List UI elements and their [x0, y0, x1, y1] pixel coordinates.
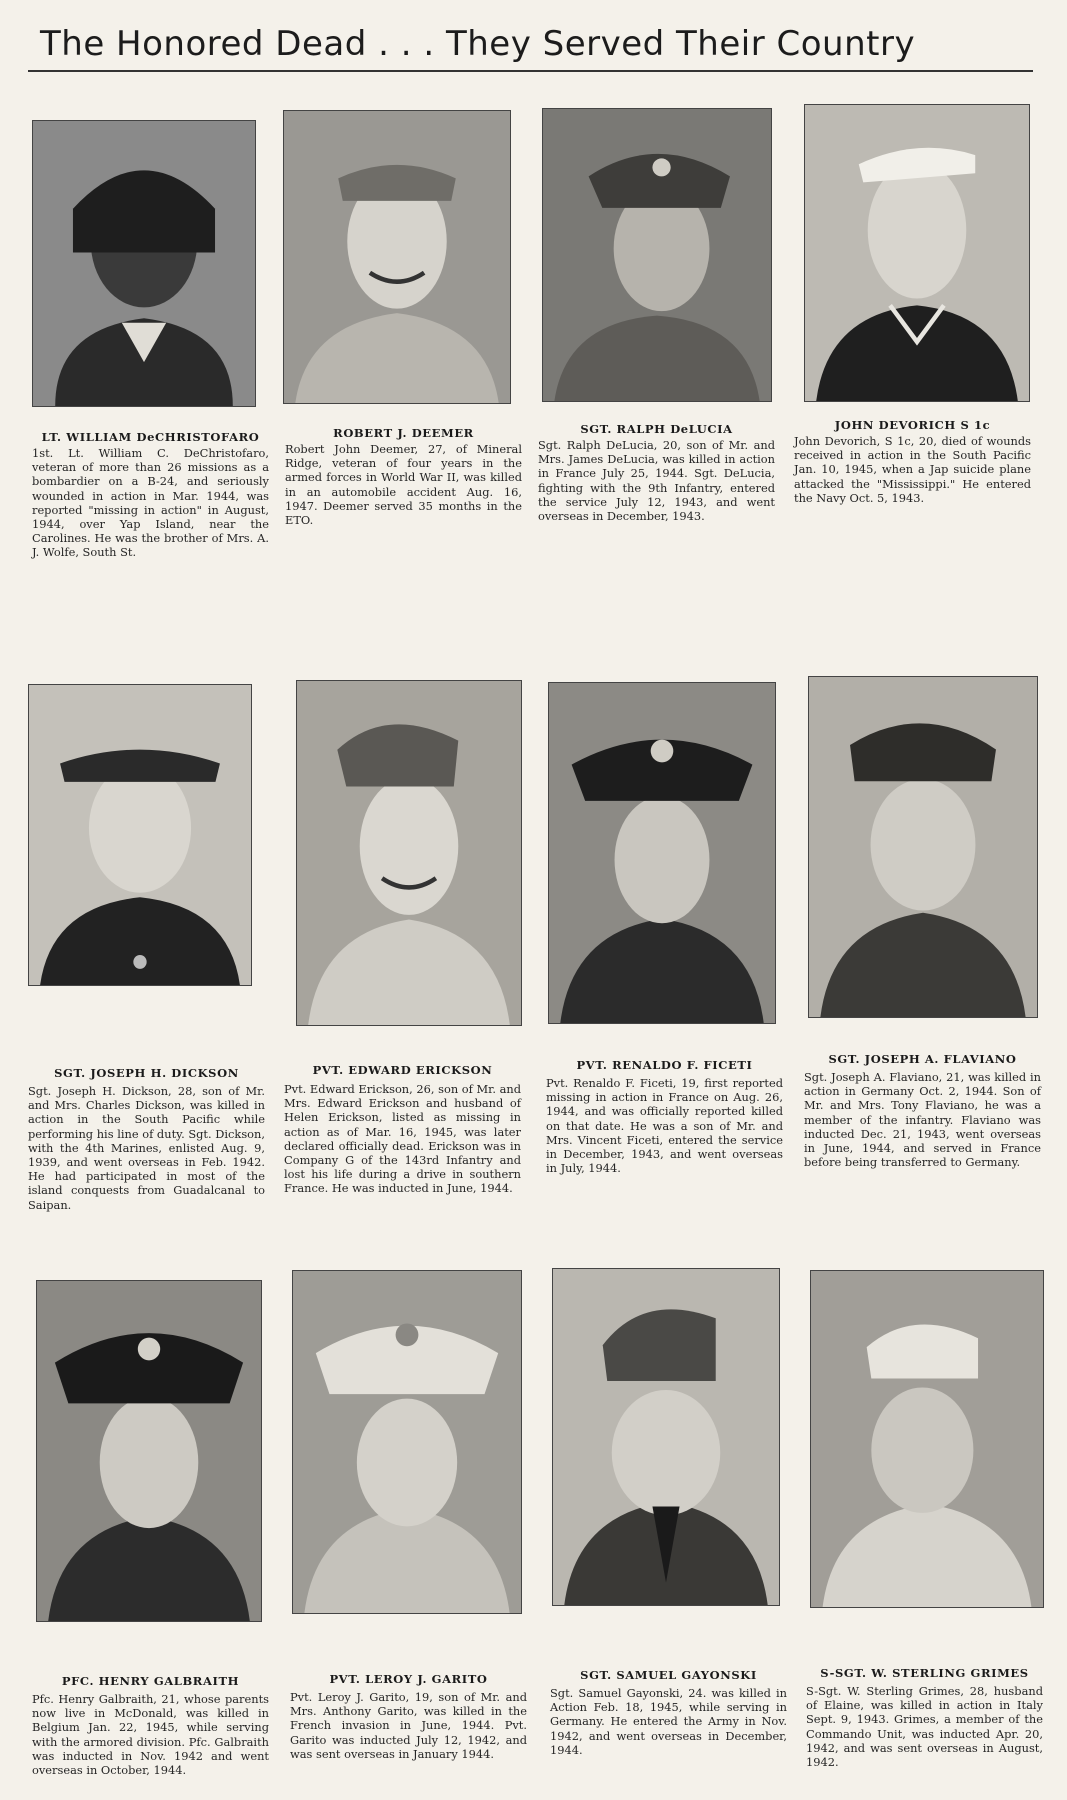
memorial-card — [546, 1270, 791, 1790]
soldier-name: PVT. EDWARD ERICKSON — [312, 1063, 493, 1077]
memorial-card — [286, 1270, 531, 1790]
portrait-photo — [810, 1270, 1044, 1608]
soldier-name: JOHN DEVORICH S 1c — [834, 418, 991, 432]
soldier-name: ROBERT J. DEEMER — [333, 426, 474, 440]
memorial-card — [281, 100, 526, 580]
soldier-bio: Robert John Deemer, 27, of Mineral Ridge, veteran of four years in the armed forces in World War II, was killed in an automobile accident Aug. 16, 1947. Deemer served 35 months in the ETO. — [285, 442, 522, 528]
portrait-photo — [28, 684, 252, 986]
portrait-photo — [804, 104, 1030, 402]
memorial-card — [24, 680, 269, 1240]
soldier-bio: Pvt. Leroy J. Garito, 19, son of Mr. and Mrs. Anthony Garito, was killed in the French invasion in June, 1944. Pvt. Garito was inducted July 12, 1942, and was sent overseas in January 1944. — [290, 1690, 527, 1761]
soldier-bio: Pvt. Edward Erickson, 26, son of Mr. and Mrs. Edward Erickson and husband of Helen Erickson, listed as missing in action as of Mar. 16, 1945, was later declared officially dead. Erickson was in Company G of the 143rd Infantry and lost his life during a drive in southern France. He was inducted in June, 1944. — [284, 1082, 521, 1196]
memorial-card — [28, 1270, 273, 1790]
soldier-bio: Pvt. Renaldo F. Ficeti, 19, first reported missing in action in France on Aug. 26, 1944, and was officially reported killed on that date. He was a son of Mr. and Mrs. Vincent Ficeti, entered the service in December, 1943, and went overseas in July, 1944. — [546, 1076, 783, 1176]
page-title: The Honored Dead . . . They Served Their Country — [40, 24, 916, 64]
memorial-card — [28, 100, 273, 580]
portrait-photo — [542, 108, 772, 402]
soldier-name: SGT. JOSEPH A. FLAVIANO — [828, 1052, 1017, 1066]
soldier-name: S-SGT. W. STERLING GRIMES — [820, 1666, 1029, 1680]
memorial-card — [802, 1270, 1047, 1790]
soldier-bio: Sgt. Joseph H. Dickson, 28, son of Mr. and Mrs. Charles Dickson, was killed in action in the South Pacific while performing his line of duty. Sgt. Dickson, with the 4th Marines, enlisted Aug. 9, 1939, and went overseas in Feb. 1942. He had participated in most of the island conquests from Guadalcanal to Saipan. — [28, 1084, 265, 1212]
portrait-photo — [552, 1268, 780, 1606]
soldier-bio: John Devorich, S 1c, 20, died of wounds received in action in the South Pacific Jan. 10, 1945, when a Jap suicide plane attacked the "Mississippi." He entered the Navy Oct. 5, 1943. — [794, 434, 1031, 505]
soldier-bio: Sgt. Ralph DeLucia, 20, son of Mr. and Mrs. James DeLucia, was killed in action in France July 25, 1944. Sgt. DeLucia, fighting with the 9th Infantry, entered the service July 12, 1943, and went overseas in December, 1943. — [538, 438, 775, 524]
soldier-name: SGT. RALPH DeLUCIA — [580, 422, 733, 436]
soldier-name: SGT. JOSEPH H. DICKSON — [54, 1066, 239, 1080]
portrait-photo — [283, 110, 511, 404]
memorial-card — [280, 680, 525, 1240]
portrait-photo — [548, 682, 776, 1024]
soldier-name: PVT. LEROY J. GARITO — [329, 1672, 488, 1686]
soldier-bio: Pfc. Henry Galbraith, 21, whose parents now live in McDonald, was killed in Belgium Jan. 22, 1945, while serving with the armored division. Pfc. Galbraith was inducted in Nov. 1942 and went overseas in October, 1944. — [32, 1692, 269, 1778]
memorial-card — [534, 100, 779, 580]
portrait-photo — [292, 1270, 522, 1614]
portrait-photo — [32, 120, 256, 407]
portrait-photo — [808, 676, 1038, 1018]
memorial-card — [790, 100, 1035, 580]
portrait-photo — [36, 1280, 262, 1622]
soldier-name: SGT. SAMUEL GAYONSKI — [580, 1668, 757, 1682]
masthead — [28, 20, 1033, 72]
memorial-card — [800, 680, 1045, 1240]
soldier-name: PFC. HENRY GALBRAITH — [61, 1674, 240, 1688]
soldier-name: LT. WILLIAM DeCHRISTOFARO — [41, 430, 260, 444]
memorial-card — [542, 680, 787, 1240]
portrait-photo — [296, 680, 522, 1026]
soldier-bio: 1st. Lt. William C. DeChristofaro, veteran of more than 26 missions as a bombardier on a B-24, and seriously wounded in action in Mar. 1944, was reported "missing in action" in August, 1944, over Yap Island, near the Carolines. He was the brother of Mrs. A. J. Wolfe, South St. — [32, 446, 269, 560]
soldier-name: PVT. RENALDO F. FICETI — [576, 1058, 753, 1072]
soldier-bio: Sgt. Joseph A. Flaviano, 21, was killed in action in Germany Oct. 2, 1944. Son of Mr. and Mrs. Tony Flaviano, he was a member of the infantry. Flaviano was inducted Dec. 21, 1943, went overseas in June, 1944, and served in France before being transferred to Germany. — [804, 1070, 1041, 1170]
soldier-bio: Sgt. Samuel Gayonski, 24. was killed in Action Feb. 18, 1945, while serving in Germany. He entered the Army in Nov. 1942, and went overseas in December, 1944. — [550, 1686, 787, 1757]
soldier-bio: S-Sgt. W. Sterling Grimes, 28, husband of Elaine, was killed in action in Italy Sept. 9, 1943. Grimes, a member of the Commando Unit, was inducted Apr. 20, 1942, and was sent overseas in August, 1942. — [806, 1684, 1043, 1770]
